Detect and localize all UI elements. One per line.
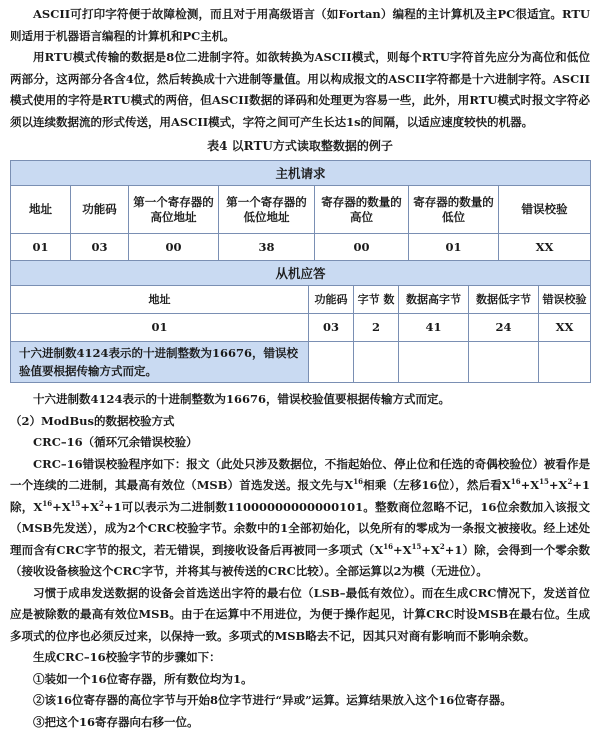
table-cell: 03: [71, 234, 129, 261]
table-header-cell: 功能码: [71, 186, 129, 234]
table-header-cell: 错误校验: [539, 286, 591, 314]
table-header-cell: 第一个寄存器的低位地址: [219, 186, 315, 234]
paragraph-crc-procedure: CRC–16错误校验程序如下：报文（此处只涉及数据位，不指起始位、停止位和任选的奇偶校验位）被看作是一个连续的二进制，其最高有效位（MSB）首选发送。报文先与$X^{16}$相乘（左移16位），然后看$X^{16}+X^{15}+X^2+1$除，$X^{16}+X^{15}+X^2+1$可以表示为二进制数11000000000000101。整数商位忽略不记，16位余数加入该报文（MSB先发送），成为2个CRC校验字节。余数中的1全部初始化，以免所有的零成为一条报文被接收。经上述处理而含有CRC字节的报文，若无错误，到接收设备后再被同一多项式$(X^{16}+X^{15}+X^2+1)$除，会得到一个零余数（接收设备核验这个CRC字节，并将其与被传送的CRC比较）。全部运算以2为模（无进位）。: [10, 456, 590, 578]
table-empty-cell: [354, 342, 399, 383]
table-empty-cell: [469, 342, 539, 383]
host-request-band: [11, 161, 591, 186]
table-cell: 38: [219, 234, 315, 261]
slave-value-row: [11, 314, 591, 342]
crc-title: CRC–16（循环冗余错误校验）: [33, 435, 198, 449]
table-header-cell: 功能码: [309, 286, 354, 314]
table-header-cell: 第一个寄存器的高位地址: [129, 186, 219, 234]
table-header-cell: 字节 数: [354, 286, 399, 314]
crc-step: ②该16位寄存器的高位字节与开始8位字节进行“异或”运算。运算结果放入这个16位寄存器。: [33, 693, 512, 707]
table-header-cell: 地址: [11, 286, 309, 314]
paragraph-ascii: ASCII可打印字符便于故障检测，而且对于用高级语言（如Fortan）编程的主计算机及主PC很适宜。RTU则适用于机器语言编程的计算机和PC主机。: [10, 7, 590, 43]
table-cell: 01: [409, 234, 499, 261]
table-header-cell: 错误校验: [499, 186, 591, 234]
table-cell: 03: [309, 314, 354, 342]
slave-response-table: [10, 261, 591, 383]
table-caption: 表4 以RTU方式读取整数据的例子: [207, 139, 393, 153]
crc-step: ①装如一个16位寄存器，所有数位均为1。: [33, 671, 253, 686]
slave-header-row: [11, 286, 591, 314]
table-cell: 01: [11, 314, 309, 342]
host-header-row: [11, 186, 591, 234]
paragraph-crc-steps-intro: 生成CRC–16校验字节的步骤如下：: [33, 650, 221, 664]
host-value-row: [11, 234, 591, 261]
rtu-example-table: [10, 160, 591, 261]
table-cell: XX: [499, 234, 591, 261]
table-empty-cell: [399, 342, 469, 383]
slave-response-band: [11, 261, 591, 286]
table-cell: 01: [11, 234, 71, 261]
table-cell: 00: [315, 234, 409, 261]
table-note: 十六进制数4124表示的十进制整数为16676，错误校验值要根据传输方式而定。: [11, 342, 309, 383]
table-cell: 00: [129, 234, 219, 261]
table-header-cell: 数据低字节: [469, 286, 539, 314]
host-request-title: 主机请求: [11, 161, 591, 186]
table-empty-cell: [539, 342, 591, 383]
table-cell: XX: [539, 314, 591, 342]
paragraph-rtu: 用RTU模式传输的数据是8位二进制字符。如欲转换为ASCII模式，则每个RTU字符首先应分为高位和低位两部分，这两部分各含4位，然后转换成十六进制等量值。用以构成报文的ASCII字符都是十六进制字符。ASCII模式使用的字符是RTU模式的两倍，但ASCII数据的译码和处理更为容易一些，此外，用RTU模式时报文字符必须以连续数据流的形式传送，用ASCII模式，字符之间可产生长达1s的间隔，以适应速度较快的机器。: [10, 50, 590, 129]
crc-step: ③把这个16寄存器向右移一位。: [33, 714, 199, 729]
table-empty-cell: [309, 342, 354, 383]
slave-response-title: 从机应答: [11, 261, 591, 286]
table-cell: 24: [469, 314, 539, 342]
table-cell: 2: [354, 314, 399, 342]
table-header-cell: 地址: [11, 186, 71, 234]
table-header-cell: 寄存器的数量的高位: [315, 186, 409, 234]
table-header-cell: 寄存器的数量的低位: [409, 186, 499, 234]
paragraph-lsb-msb: 习惯于成串发送数据的设备会首选送出字符的最右位（LSB–最低有效位）。而在生成CRC情况下，发送首位应是被除数的最高有效位MSB。由于在运算中不用进位，为便于操作起见，计算CRC时设MSB在最右位。生成多项式的位序也必须反过来，以保持一致。多项式的MSB略去不记，因其只对商有影响而不影响余数。: [10, 585, 590, 643]
section-heading-modbus-check: （2）ModBus的数据校验方式: [10, 413, 175, 428]
paragraph-hex-note: 十六进制数4124表示的十进制整数为16676，错误校验值要根据传输方式而定。: [33, 392, 451, 406]
table-cell: 41: [399, 314, 469, 342]
table-note-row: [11, 342, 591, 383]
table-header-cell: 数据高字节: [399, 286, 469, 314]
